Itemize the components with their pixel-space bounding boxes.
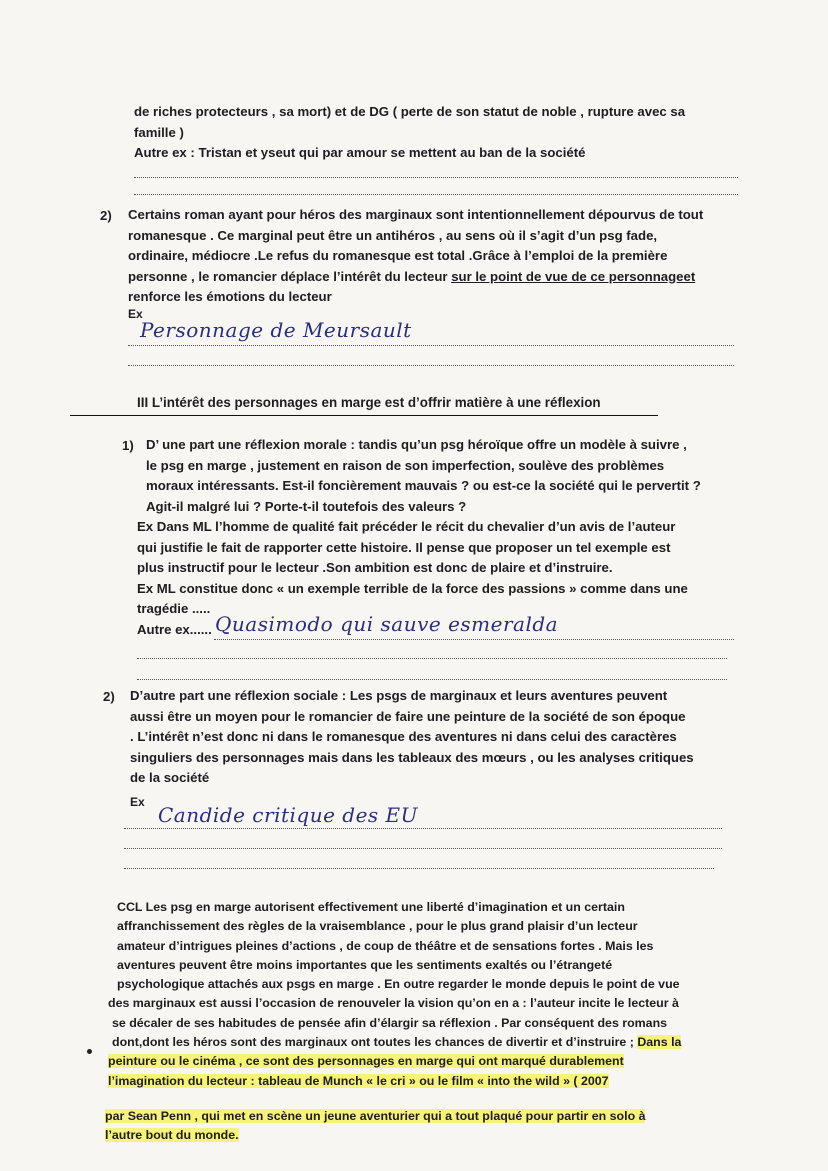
ex-label: Ex [130,795,145,809]
ex-label: Ex [128,307,143,321]
text-line: aventures peuvent être moins importantes que les sentiments exaltés ou l’étrangeté [117,957,613,972]
text-line [103,1107,743,1126]
text-line: aussi être un moyen pour le romancier de faire une peinture de la société de son époque [130,708,686,724]
text-line [103,1072,743,1091]
section-title: III L’intérêt des personnages en marge est d’offrir matière à une réflexion [137,395,601,410]
handwritten-answer: Candide critique des EU [158,803,418,827]
handwritten-answer: Personnage de Meursault [140,318,412,342]
highlighted-text: peinture ou le cinéma , ce sont des personnages en marge qui ont marqué durablement [108,1054,624,1069]
text-line: psychologique attachés aux psgs en marge . En outre regarder le monde depuis le point de vue [117,977,680,992]
text-line: . L’intérêt n’est donc ni dans le romanesque des aventures ni dans celui des caractères [130,729,677,744]
item-number: 1) [122,438,134,453]
item-number: 2) [103,689,115,704]
answer-line [134,194,738,195]
paragraph-moral [146,435,746,517]
paragraph-social [130,686,750,789]
text-line: D’ une part une réflexion morale : tandis qu’un psg héroïque offre un modèle à suivre , [146,437,687,452]
text-line: romanesque . Ce marginal peut être un antihéros , au sens où il s’agit d’un psg fade, [128,227,658,243]
conclusion-paragraph [103,898,743,1146]
text-line: D’autre part une réflexion sociale : Les psgs de marginaux et leurs aventures peuvent [130,688,668,703]
intro-paragraph [134,102,774,164]
highlighted-text: par Sean Penn , qui met en scène un jeune aventurier qui a tout plaqué pour partir en solo à [105,1108,646,1123]
answer-line [134,177,738,178]
text-line: de la société [130,770,210,785]
text-line: Ex Dans ML l’homme de qualité fait précéder le récit du chevalier d’un avis de l’auteur [137,519,676,534]
intro-line-3: Autre ex : Tristan et yseut qui par amour se mettent au ban de la société [134,145,586,160]
highlighted-text: l’imagination du lecteur : tableau de Munch « le cri » ou le film « into the wild » ( 2007 [108,1073,609,1088]
text-line: affranchissement des règles de la vraisemblance , pour le plus grand plaisir d’un lecteur [117,919,638,934]
bullet-dot [87,1049,92,1054]
item-number: 2) [100,208,112,223]
answer-line [124,848,722,849]
text-line [103,1052,743,1071]
answer-line [137,658,727,659]
paragraph-antihero [128,205,768,308]
text-line [103,1126,743,1145]
handwritten-answer: Quasimodo qui sauve esmeralda [215,612,559,636]
text-line: CCL Les psg en marge autorisent effectivement une liberté d’imagination et un certain [117,900,625,914]
text-line: amateur d’intrigues pleines d’actions , de coup de théâtre et de sensations fortes . Mais les [117,938,654,953]
answer-line [128,345,734,346]
text-line: plus instructif pour le lecteur .Son ambition est donc de plaire et d’instruire. [137,560,613,575]
text-span: dont,dont les héros sont des marginaux ont toutes les chances de divertir et d’instruire ; [112,1035,638,1050]
text-line: tragédie ..... [137,601,211,616]
answer-line [214,639,734,640]
text-line: se décaler de ses habitudes de pensée afin d’élargir sa réflexion . Par conséquent des romans [112,1015,668,1030]
text-line: Agit-il malgré lui ? Porte-t-il toutefois des valeurs ? [146,498,467,514]
spacer [103,1091,743,1107]
text-line: singuliers des personnages mais dans les tableaux des mœurs , ou les analyses critiques [130,749,694,765]
text-line: Autre ex...... [137,621,212,637]
underlined-text: sur le point de vue de ce personnageet [451,268,696,284]
answer-line [124,868,714,869]
text-span: personne , le romancier déplace l’intérêt du lecteur [128,268,452,284]
text-line: le psg en marge , justement en raison de son imperfection, soulève des problèmes [146,457,665,473]
intro-line-1: de riches protecteurs , sa mort) et de DG ( perte de son statut de noble , rupture avec sa [134,104,686,119]
text-line [128,267,768,288]
text-line: renforce les émotions du lecteur [128,289,332,304]
answer-line [137,679,727,680]
text-line: Ex ML constitue donc « un exemple terrible de la force des passions » comme dans une [137,580,688,596]
text-line: qui justifie le fait de rapporter cette histoire. Il pense que proposer un tel exemple est [137,539,671,555]
text-line: moraux intéressants. Est-il foncièrement mauvais ? ou est-ce la société qui le pervertit ? [146,478,701,493]
text-line: ordinaire, médiocre .Le refus du romanesque est total .Grâce à l’emploi de la première [128,248,668,263]
text-line [103,1033,743,1052]
intro-line-2: famille ) [134,124,184,140]
answer-line [124,828,722,829]
text-line: des marginaux est aussi l’occasion de renouveler la vision qu’on en a : l’auteur incite le lecteur à [108,996,679,1011]
section-divider [70,415,658,416]
text-line: Certains roman ayant pour héros des marginaux sont intentionnellement dépourvus de tout [128,207,704,222]
highlighted-text: l’autre bout du monde. [105,1128,239,1143]
answer-line [128,365,734,366]
highlighted-text: Dans la [637,1035,682,1050]
